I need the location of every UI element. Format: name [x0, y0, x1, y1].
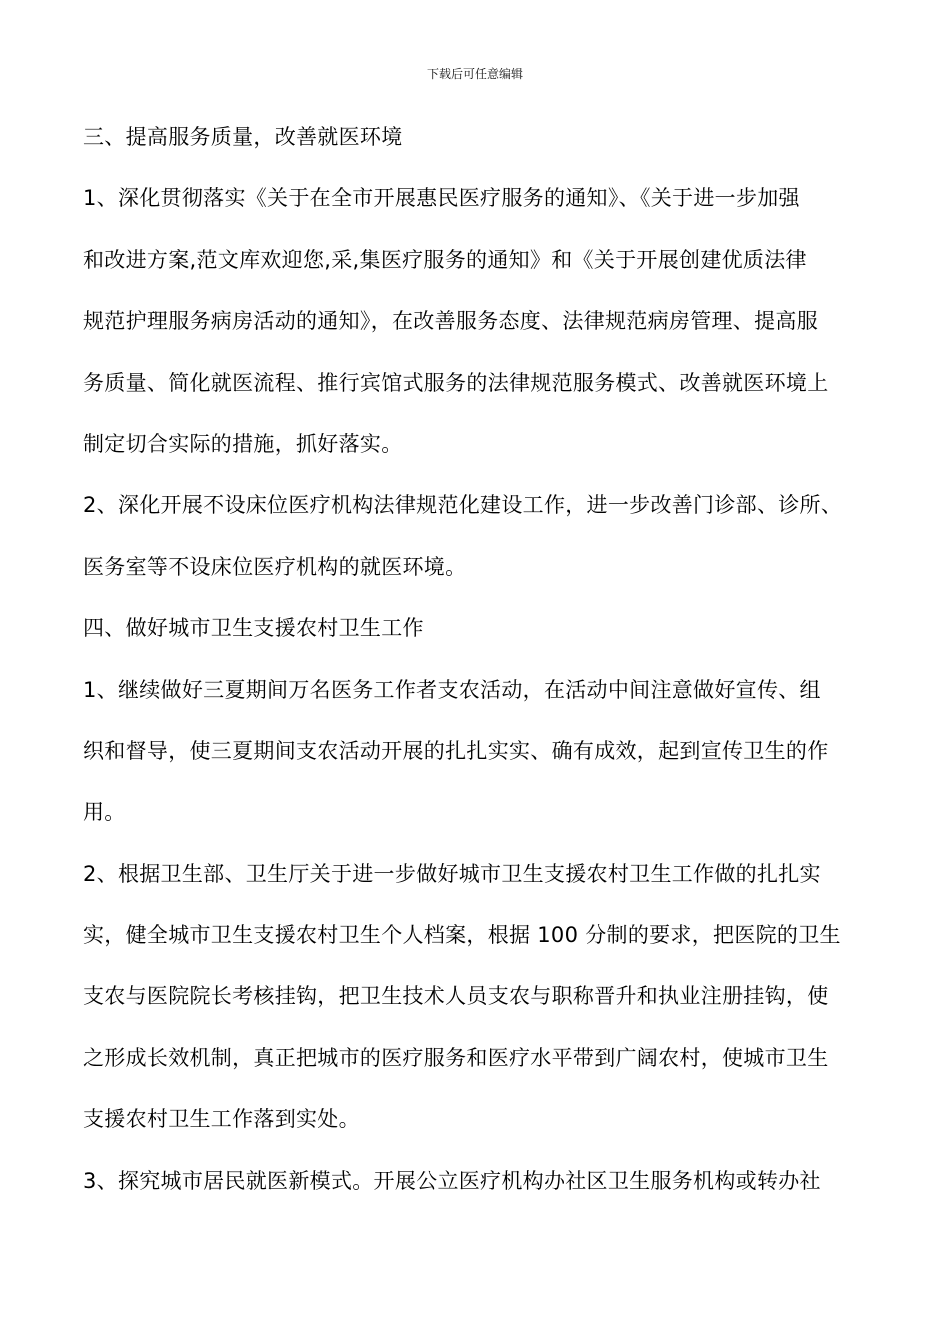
paragraph-line: 2、深化开展不设床位医疗机构法律规范化建设工作，进一步改善门诊部、诊所、 — [83, 493, 843, 518]
paragraph-line: 支援农村卫生工作落到实处。 — [83, 1107, 360, 1132]
header-note: 下载后可任意编辑 — [426, 67, 523, 81]
paragraph-line: 和改进方案,范文库欢迎您,采,集医疗服务的通知》和《关于开展创建优质法律 — [83, 247, 807, 272]
paragraph-line: 制定切合实际的措施，抓好落实。 — [83, 431, 403, 456]
paragraph-line: 支农与医院院长考核挂钩，把卫生技术人员支农与职称晋升和执业注册挂钩，使 — [83, 984, 829, 1009]
section-heading-4: 四、做好城市卫生支援农村卫生工作 — [83, 616, 424, 641]
paragraph-line: 2、根据卫生部、卫生厅关于进一步做好城市卫生支援农村卫生工作做的扎扎实 — [83, 861, 821, 886]
paragraph-line: 医务室等不设床位医疗机构的就医环境。 — [83, 554, 467, 579]
paragraph-line: 之形成长效机制，真正把城市的医疗服务和医疗水平带到广阔农村，使城市卫生 — [83, 1045, 829, 1070]
paragraph-line: 用。 — [83, 800, 126, 825]
document-body — [83, 107, 883, 1212]
paragraph-line: 实，健全城市卫生支援农村卫生个人档案，根据 100 分制的要求，把医院的卫生 — [83, 923, 841, 948]
paragraph-line: 1、继续做好三夏期间万名医务工作者支农活动，在活动中间注意做好宣传、组 — [83, 677, 821, 702]
paragraph-line: 3、探究城市居民就医新模式。开展公立医疗机构办社区卫生服务机构或转办社 — [83, 1168, 821, 1193]
paragraph-line: 织和督导，使三夏期间支农活动开展的扎扎实实、确有成效，起到宣传卫生的作 — [83, 738, 829, 763]
paragraph-line: 规范护理服务病房活动的通知》，在改善服务态度、法律规范病房管理、提高服 — [83, 309, 818, 334]
paragraph-line: 1、深化贯彻落实《关于在全市开展惠民医疗服务的通知》、《关于进一步加强 — [83, 186, 800, 211]
paragraph-line: 务质量、简化就医流程、推行宾馆式服务的法律规范服务模式、改善就医环境上 — [83, 370, 829, 395]
section-heading-3: 三、提高服务质量，改善就医环境 — [83, 125, 403, 149]
